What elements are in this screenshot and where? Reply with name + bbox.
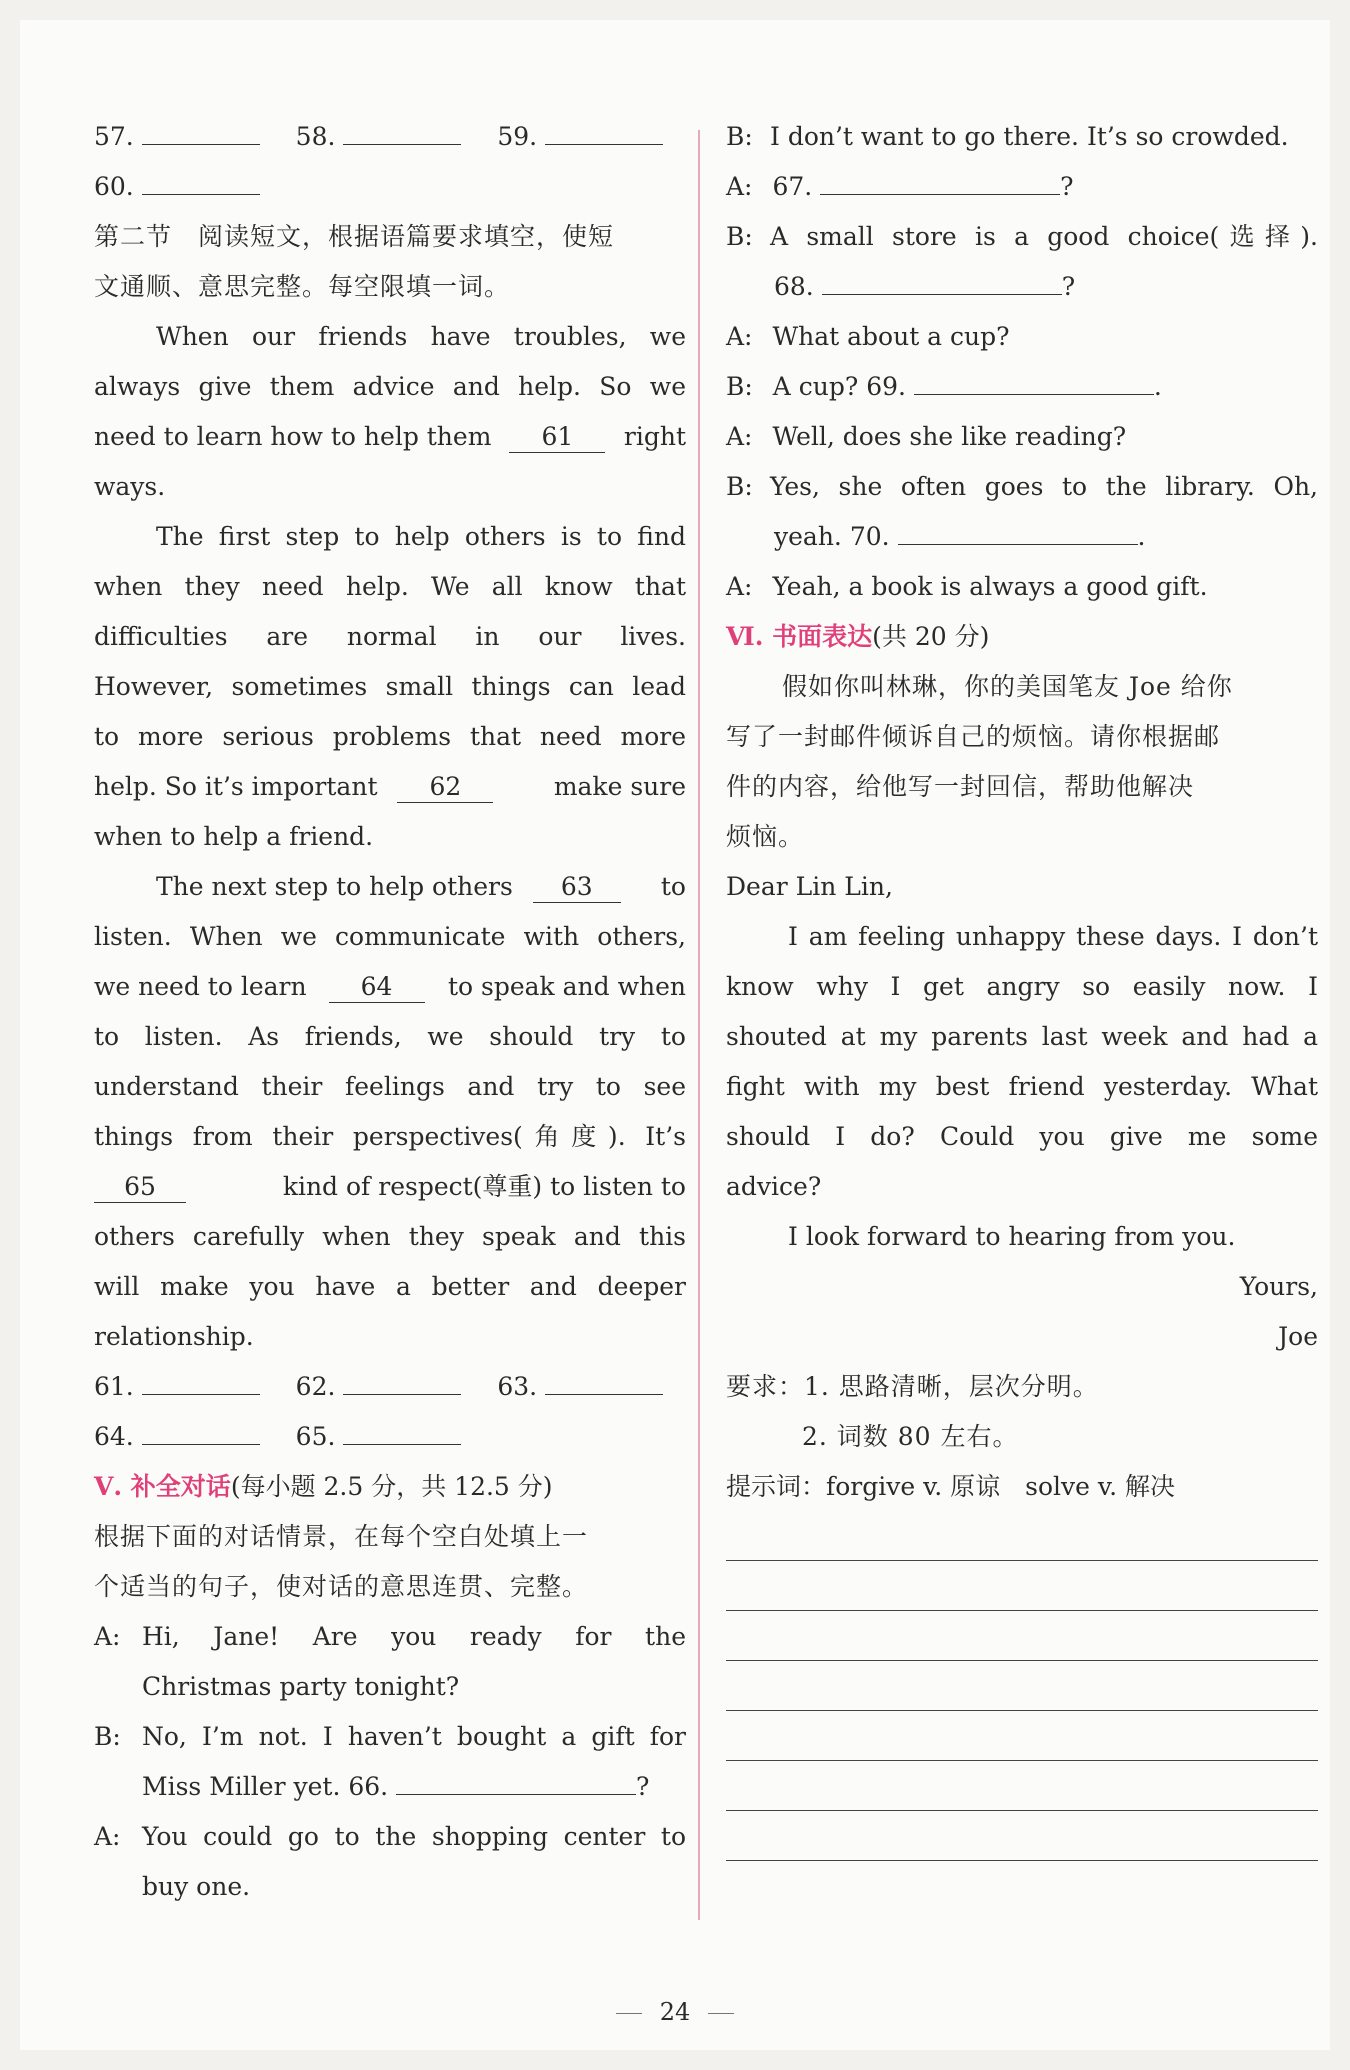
dialogue-text: A cup? 69. bbox=[772, 372, 906, 401]
section2-title-cont: 文通顺、意思完整。每空限填一词。 bbox=[94, 272, 511, 301]
section6-title: Ⅵ. 书面表达 bbox=[726, 622, 873, 651]
dialogue-text: Well, does she like reading? bbox=[772, 422, 1127, 451]
blank-69[interactable] bbox=[914, 364, 1154, 395]
speaker-label: B: bbox=[726, 372, 753, 401]
answer-row-61-63 bbox=[94, 1362, 663, 1412]
task-text: 烦恼。 bbox=[726, 822, 805, 851]
passage-line bbox=[94, 412, 686, 462]
dialogue-line bbox=[94, 1812, 686, 1862]
passage-line bbox=[94, 962, 686, 1012]
dialogue-line bbox=[726, 462, 1318, 512]
page-number-text: 24 bbox=[659, 1998, 691, 2026]
answer-label: 60. bbox=[94, 172, 134, 201]
blank-68[interactable] bbox=[822, 264, 1062, 295]
page-number bbox=[20, 1998, 1330, 2026]
letter-signature: Joe bbox=[1278, 1322, 1318, 1351]
writing-line[interactable] bbox=[726, 1810, 1318, 1811]
letter-line: I look forward to hearing from you. bbox=[788, 1222, 1236, 1251]
answer-blank[interactable] bbox=[545, 114, 663, 145]
answer-blank[interactable] bbox=[142, 1364, 260, 1395]
passage-line: others carefully when they speak and this bbox=[94, 1222, 686, 1251]
dialogue-line bbox=[726, 412, 1126, 462]
passage-line: difficulties are normal in our lives. bbox=[94, 622, 686, 651]
writing-line[interactable] bbox=[726, 1760, 1318, 1761]
speaker-label: A: bbox=[94, 1622, 121, 1651]
speaker-label: B: bbox=[726, 122, 753, 151]
passage-line: ways. bbox=[94, 472, 166, 501]
answer-label: 62. bbox=[295, 1372, 336, 1401]
answer-blank[interactable] bbox=[545, 1364, 663, 1395]
speaker-label: B: bbox=[94, 1722, 121, 1751]
section5-heading bbox=[94, 1462, 553, 1512]
dialogue-text: What about a cup? bbox=[772, 322, 1010, 351]
passage-line: when they need help. We all know that bbox=[94, 572, 686, 601]
dialogue-text: Hi, Jane! Are you ready for the bbox=[142, 1622, 686, 1651]
punctuation: ? bbox=[1060, 172, 1074, 201]
letter-line: know why I get angry so easily now. I bbox=[726, 972, 1318, 1001]
passage-line: always give them advice and help. So we bbox=[94, 372, 686, 401]
answer-blank[interactable] bbox=[142, 1414, 260, 1445]
passage-text: to bbox=[660, 872, 686, 901]
dialogue-line bbox=[774, 262, 1075, 312]
passage-text: help. So it’s important bbox=[94, 772, 378, 801]
dialogue-text: Yeah, a book is always a good gift. bbox=[772, 572, 1208, 601]
dialogue-text: A small store is a good choice(选择). bbox=[770, 222, 1318, 251]
blank-66[interactable] bbox=[396, 1764, 636, 1795]
writing-line[interactable] bbox=[726, 1860, 1318, 1861]
speaker-label: A: bbox=[726, 572, 753, 601]
answer-label: 61. bbox=[94, 1372, 134, 1401]
passage-line bbox=[94, 862, 686, 912]
speaker-label: B: bbox=[726, 472, 753, 501]
writing-line[interactable] bbox=[726, 1660, 1318, 1661]
passage-text: kind of respect(尊重) to listen to bbox=[282, 1172, 686, 1201]
passage-line: to listen. As friends, we should try to bbox=[94, 1022, 686, 1051]
section5-title: Ⅴ. 补全对话 bbox=[94, 1472, 231, 1501]
dialogue-text: Yes, she often goes to the library. Oh, bbox=[770, 472, 1318, 501]
blank-61[interactable]: 61 bbox=[509, 422, 605, 453]
blank-62[interactable]: 62 bbox=[397, 772, 493, 803]
letter-line: I am feeling unhappy these days. I don’t bbox=[788, 922, 1318, 951]
dialogue-line bbox=[142, 1762, 649, 1812]
answer-blank[interactable] bbox=[142, 114, 260, 145]
dialogue-text: 68. bbox=[774, 272, 814, 301]
passage-line: relationship. bbox=[94, 1322, 254, 1351]
writing-line[interactable] bbox=[726, 1610, 1318, 1611]
speaker-label: A: bbox=[94, 1822, 121, 1851]
punctuation: . bbox=[1137, 522, 1146, 551]
letter-line: fight with my best friend yesterday. What bbox=[726, 1072, 1318, 1101]
answer-row-60 bbox=[94, 162, 260, 212]
requirement: 要求：1. 思路清晰，层次分明。 bbox=[726, 1372, 1099, 1401]
dialogue-line bbox=[726, 112, 1318, 162]
dialogue-line: buy one. bbox=[142, 1872, 251, 1901]
section5-instruction: 根据下面的对话情景，在每个空白处填上一 bbox=[94, 1522, 589, 1551]
passage-text: to speak and when bbox=[447, 972, 686, 1001]
section2-title: 第二节 阅读短文，根据语篇要求填空，使短 bbox=[94, 222, 615, 251]
punctuation: ? bbox=[636, 1772, 650, 1801]
passage-text: make sure bbox=[553, 772, 686, 801]
dialogue-line: Christmas party tonight? bbox=[142, 1672, 460, 1701]
dialogue-text: No, I’m not. I haven’t bought a gift for bbox=[142, 1722, 686, 1751]
answer-row-57-59 bbox=[94, 112, 663, 162]
passage-text: need to learn how to help them bbox=[94, 422, 492, 451]
passage-line: understand their feelings and try to see bbox=[94, 1072, 686, 1101]
letter-line: should I do? Could you give me some bbox=[726, 1122, 1318, 1151]
writing-line[interactable] bbox=[726, 1560, 1318, 1561]
blank-70[interactable] bbox=[898, 514, 1138, 545]
dialogue-line bbox=[774, 512, 1145, 562]
dash-decoration bbox=[616, 2013, 642, 2014]
answer-blank[interactable] bbox=[343, 1414, 461, 1445]
task-text: 假如你叫林琳，你的美国笔友 Joe 给你 bbox=[782, 672, 1233, 701]
answer-blank[interactable] bbox=[343, 1364, 461, 1395]
letter-line: shouted at my parents last week and had a bbox=[726, 1022, 1318, 1051]
speaker-label: B: bbox=[726, 222, 753, 251]
dialogue-line bbox=[94, 1712, 686, 1762]
answer-label: 59. bbox=[497, 122, 538, 151]
speaker-label: A: bbox=[726, 172, 753, 201]
requirement: 2. 词数 80 左右。 bbox=[802, 1422, 1019, 1451]
passage-line bbox=[94, 762, 686, 812]
letter-line: advice? bbox=[726, 1172, 822, 1201]
passage-text: The next step to help others bbox=[156, 872, 513, 901]
blank-67[interactable] bbox=[820, 164, 1060, 195]
passage-line bbox=[94, 1162, 686, 1212]
blank-65[interactable]: 65 bbox=[94, 1172, 186, 1203]
answer-label: 65. bbox=[295, 1422, 336, 1451]
letter-greeting: Dear Lin Lin, bbox=[726, 872, 893, 901]
letter-closing: Yours, bbox=[1239, 1272, 1318, 1301]
passage-line: listen. When we communicate with others, bbox=[94, 922, 686, 951]
dialogue-text: 67. bbox=[772, 172, 813, 201]
dialogue-text: Miss Miller yet. 66. bbox=[142, 1772, 389, 1801]
answer-label: 58. bbox=[295, 122, 336, 151]
dialogue-text: yeah. 70. bbox=[774, 522, 890, 551]
dialogue-line bbox=[726, 162, 1074, 212]
speaker-label: A: bbox=[726, 422, 753, 451]
passage-line: However, sometimes small things can lead bbox=[94, 672, 686, 701]
answer-label: 57. bbox=[94, 122, 134, 151]
punctuation: ? bbox=[1061, 272, 1076, 301]
worksheet-page bbox=[20, 20, 1330, 2050]
dash-decoration bbox=[708, 2013, 734, 2014]
blank-63[interactable]: 63 bbox=[533, 872, 621, 903]
section5-score: (每小题 2.5 分，共 12.5 分) bbox=[230, 1472, 553, 1501]
section6-heading bbox=[726, 612, 989, 662]
blank-64[interactable]: 64 bbox=[329, 972, 425, 1003]
answer-label: 63. bbox=[497, 1372, 538, 1401]
answer-label: 64. bbox=[94, 1422, 134, 1451]
dialogue-line bbox=[94, 1612, 686, 1662]
passage-line: will make you have a better and deeper bbox=[94, 1272, 686, 1301]
dialogue-line bbox=[726, 362, 1162, 412]
column-divider bbox=[698, 130, 700, 1920]
task-text: 写了一封邮件倾诉自己的烦恼。请你根据邮 bbox=[726, 722, 1221, 751]
task-text: 件的内容，给他写一封回信，帮助他解决 bbox=[726, 772, 1195, 801]
passage-line: when to help a friend. bbox=[94, 822, 374, 851]
section6-score: (共 20 分) bbox=[872, 622, 990, 651]
punctuation: . bbox=[1153, 372, 1162, 401]
answer-blank[interactable] bbox=[142, 164, 260, 195]
dialogue-text: You could go to the shopping center to bbox=[142, 1822, 686, 1851]
passage-line: things from their perspectives(角度). It’s bbox=[94, 1122, 686, 1151]
passage-line: When our friends have troubles, we bbox=[156, 322, 686, 351]
passage-line: The first step to help others is to find bbox=[156, 522, 686, 551]
section5-instruction: 个适当的句子，使对话的意思连贯、完整。 bbox=[94, 1572, 589, 1601]
passage-line: to more serious problems that need more bbox=[94, 722, 686, 751]
writing-line[interactable] bbox=[726, 1710, 1318, 1711]
dialogue-line bbox=[726, 562, 1208, 612]
dialogue-line bbox=[726, 212, 1318, 262]
dialogue-text: I don’t want to go there. It’s so crowded. bbox=[770, 122, 1289, 151]
answer-blank[interactable] bbox=[343, 114, 461, 145]
hint-words: 提示词：forgive v. 原谅 solve v. 解决 bbox=[726, 1472, 1175, 1501]
passage-text: we need to learn bbox=[94, 972, 307, 1001]
passage-text: right bbox=[623, 422, 686, 451]
dialogue-line bbox=[726, 312, 1010, 362]
answer-row-64-65 bbox=[94, 1412, 461, 1462]
speaker-label: A: bbox=[726, 322, 753, 351]
